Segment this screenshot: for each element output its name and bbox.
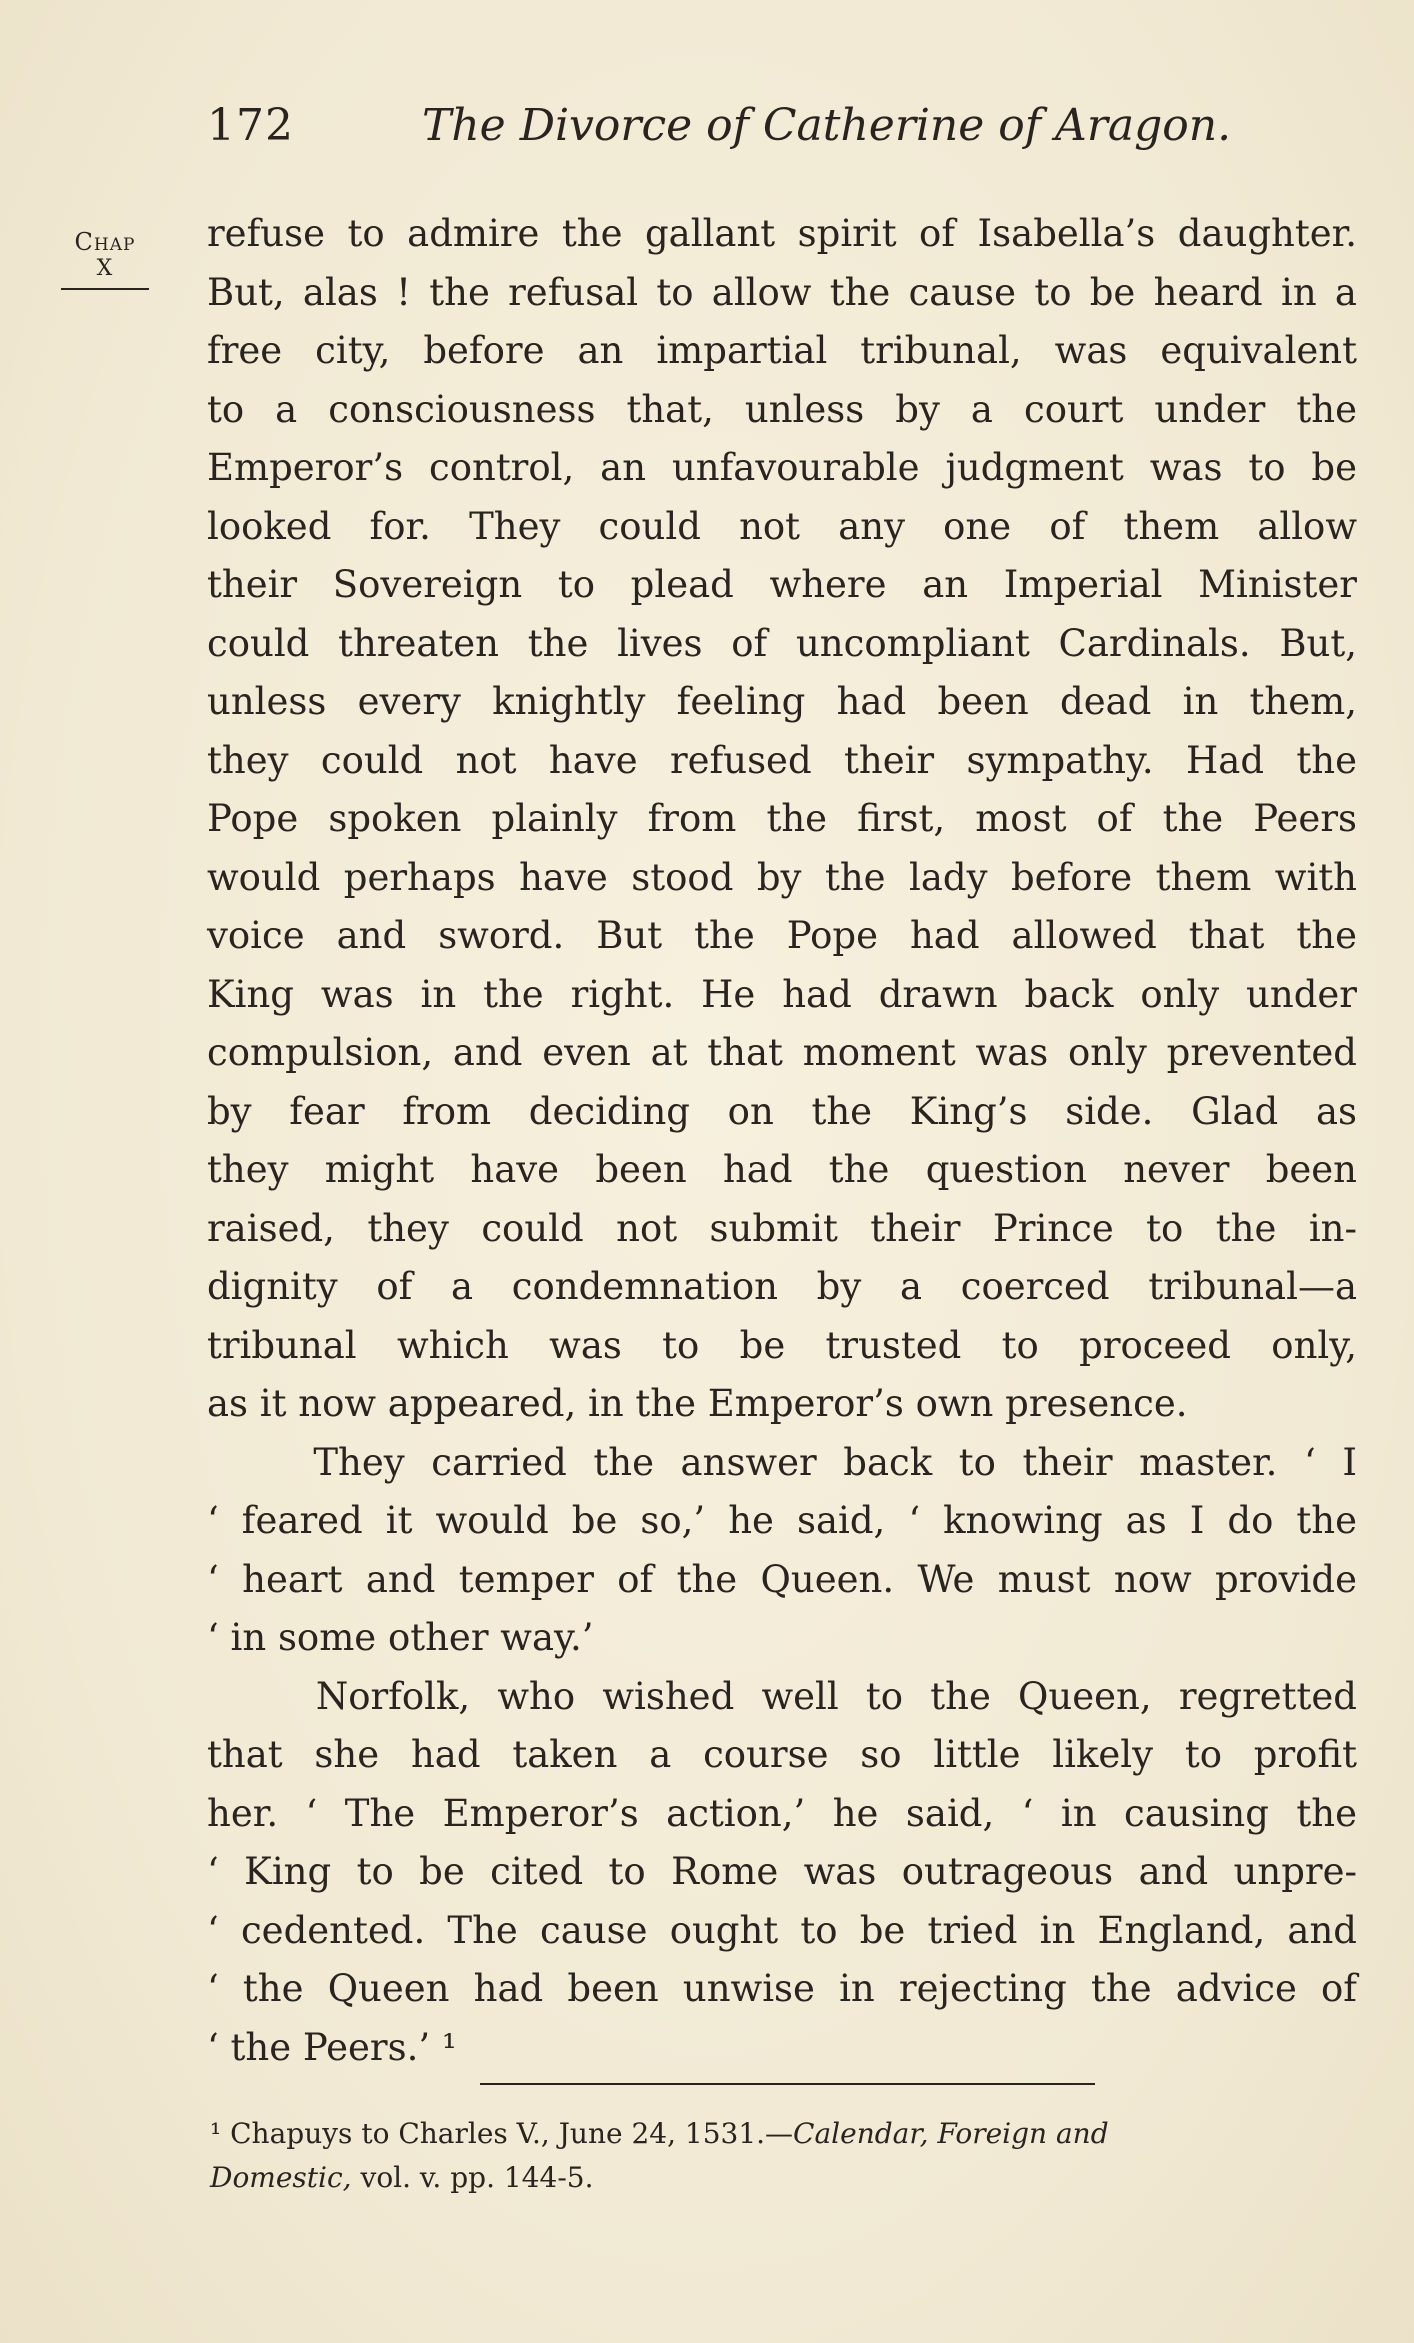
body-line: ‘ feared it would be so,’ he said, ‘ knowing as I do the xyxy=(207,1499,1357,1542)
body-line: to a consciousness that, unless by a court under the xyxy=(207,387,1357,431)
page-number: 172 xyxy=(207,100,294,151)
body-line: they could not have refused their sympathy. Had the xyxy=(207,738,1357,782)
body-line: raised, they could not submit their Prince to the in- xyxy=(207,1206,1357,1250)
body-line: But, alas ! the refusal to allow the cause to be heard in a xyxy=(207,270,1357,314)
body-line: tribunal which was to be trusted to proceed only, xyxy=(207,1323,1357,1367)
body-line: they might have been had the question never been xyxy=(207,1148,1357,1191)
footnote-pages: vol. v. pp. 144-5. xyxy=(351,2161,594,2194)
footnote-citation: ¹ Chapuys to Charles V., June 24, 1531.— xyxy=(210,2117,794,2150)
chapter-margin-note xyxy=(55,228,155,290)
body-line: that she had taken a course so little likely to profit xyxy=(207,1733,1357,1776)
body-line: ‘ heart and temper of the Queen. We must now provide xyxy=(207,1557,1357,1601)
body-line: ‘ in some other way.’ xyxy=(207,1616,594,1659)
footnote-source-title: Calendar, Foreign and xyxy=(793,2117,1109,2150)
body-line: could threaten the lives of uncompliant Cardinals. But, xyxy=(207,621,1357,665)
body-line: ‘ the Peers.’ ¹ xyxy=(207,2025,457,2069)
body-line: voice and sword. But the Pope had allowed that the xyxy=(207,914,1357,957)
footnote-line-1 xyxy=(210,2112,1360,2156)
body-line: free city, before an impartial tribunal, was equivalent xyxy=(207,329,1357,372)
page-header xyxy=(207,100,1232,170)
body-text xyxy=(207,205,1357,2077)
body-line: Pope spoken plainly from the first, most of the Peers xyxy=(207,797,1357,840)
body-line: dignity of a condemnation by a coerced tribunal—a xyxy=(207,1265,1357,1308)
body-line: Norfolk, who wished well to the Queen, regretted xyxy=(207,1674,1357,1718)
body-line: looked for. They could not any one of them allow xyxy=(207,504,1357,548)
footnote-rule xyxy=(480,2083,1095,2085)
body-line: would perhaps have stood by the lady before them with xyxy=(207,855,1357,899)
body-line: refuse to admire the gallant spirit of Isabella’s daughter. xyxy=(207,212,1357,255)
footnote-source-title-cont: Domestic, xyxy=(210,2161,352,2194)
body-line: ‘ King to be cited to Rome was outrageous and unpre- xyxy=(207,1850,1357,1893)
body-line: their Sovereign to plead where an Imperial Minister xyxy=(207,563,1357,606)
body-line: Emperor’s control, an unfavourable judgment was to be xyxy=(207,446,1357,489)
body-line: King was in the right. He had drawn back only under xyxy=(207,972,1357,1016)
body-line: as it now appeared, in the Emperor’s own presence. xyxy=(207,1382,1188,1425)
body-line: unless every knightly feeling had been dead in them, xyxy=(207,680,1357,723)
running-title: The Divorce of Catherine of Aragon. xyxy=(422,100,1232,151)
body-line: ‘ cedented. The cause ought to be tried in England, and xyxy=(207,1908,1357,1952)
body-line: compulsion, and even at that moment was only prevented xyxy=(207,1031,1357,1074)
chapter-label: Chap xyxy=(74,228,136,256)
chapter-number: X xyxy=(61,256,149,290)
footnote-line-2 xyxy=(210,2156,1360,2200)
body-line: by fear from deciding on the King’s side. Glad as xyxy=(207,1089,1357,1133)
body-line: ‘ the Queen had been unwise in rejecting the advice of xyxy=(207,1967,1357,2010)
body-line: They carried the answer back to their master. ‘ I xyxy=(207,1440,1357,1484)
body-line: her. ‘ The Emperor’s action,’ he said, ‘ in causing the xyxy=(207,1791,1357,1835)
footnote xyxy=(210,2112,1360,2200)
